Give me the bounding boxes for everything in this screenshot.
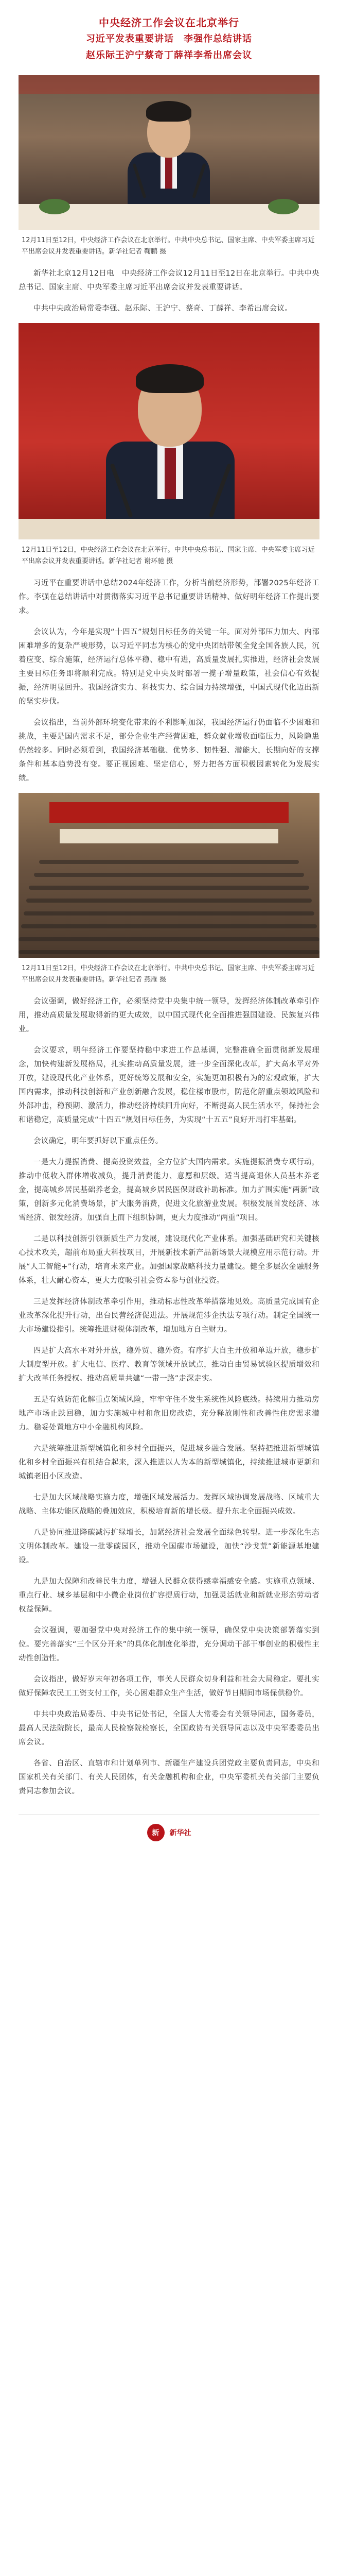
paragraph: 习近平在重要讲话中总结2024年经济工作，分析当前经济形势，部署2025年经济工作。李强在总结讲话中对贯彻落实习近平总书记重要讲话精神、做好明年经济工作提出要求。 (19, 579, 319, 615)
paragraph: 各省、自治区、直辖市和计划单列市、新疆生产建设兵团党政主要负责同志，中央和国家机关有关部门、有关人民团体，有关金融机构和企业，中央军委机关有关部门主要负责同志参加会议。 (19, 1759, 319, 1795)
headline-block (19, 14, 319, 64)
headline-sub-1: 习近平发表重要讲话 李强作总结讲话 (86, 33, 252, 44)
photo-caption-2: 12月11日至12日，中央经济工作会议在北京举行。中共中央总书记、国家主席、中央军委主席习近平出席会议并发表重要讲话。新华社记者 谢环驰 摄 (22, 546, 315, 565)
photo-speaker-portrait (19, 323, 319, 539)
paragraph: 会议强调，做好经济工作，必须坚持党中央集中统一领导，发挥经济体制改革牵引作用，推动高质量发展取得新的更大成效，以中国式现代化全面推进强国建设、民族复兴伟业。 (19, 997, 319, 1033)
paragraph: 五是有效防范化解重点领域风险，牢牢守住不发生系统性风险底线。持续用力推动房地产市场止跌回稳，加力实施城中村和危旧房改造，充分释放刚性和改善性住房需求潜力。稳妥处置地方中小金融机构风险。 (19, 1396, 319, 1432)
paragraph: 会议指出，做好岁末年初各项工作，事关人民群众切身利益和社会大局稳定。要扎实做好保障农民工工资支付工作，关心困难群众生产生活，做好节日期间市场保供稳价。 (19, 1675, 319, 1698)
paragraph: 会议强调，要加强党中央对经济工作的集中统一领导，确保党中央决策部署落实到位。要完善落实“三个区分开来”的具体化制度化举措，充分调动干部干事创业的积极性主动性创造性。 (19, 1626, 319, 1663)
headline-main: 中央经济工作会议在北京举行 (99, 16, 239, 29)
paragraph: 中共中央政治局常委李强、赵乐际、王沪宁、蔡奇、丁薛祥、李希出席会议。 (33, 304, 293, 313)
logo-mark-icon: 新 (147, 1824, 165, 1841)
photo-speaker-podium (19, 75, 319, 230)
paragraph: 二是以科技创新引领新质生产力发展，建设现代化产业体系。加强基础研究和关键核心技术攻关，超前布局重大科技项目，开展新技术新产品新场景大规模应用示范行动。开展“人工智能+”行动，培育未来产业。加强国家战略科技力量建设。健全多层次金融服务体系，壮大耐心资本，更大力度吸引社会资本参与创业投资。 (19, 1235, 319, 1285)
headline-sub-2: 赵乐际王沪宁蔡奇丁薛祥李希出席会议 (86, 50, 252, 61)
paragraph: 九是加大保障和改善民生力度，增强人民群众获得感幸福感安全感。实施重点领域、重点行业、城乡基层和中小微企业岗位扩容提质行动，加强灵活就业和新就业形态劳动者权益保障。 (19, 1578, 319, 1614)
footer-logo (19, 1814, 319, 1841)
paragraph: 会议指出，当前外部环境变化带来的不利影响加深，我国经济运行仍面临不少困难和挑战，主要是国内需求不足，部分企业生产经营困难，群众就业增收面临压力，风险隐患仍然较多。同时必须看到，我国经济基础稳、优势多、韧性强、潜能大，长期向好的支撑条件和基本趋势没有变。要正视困难、坚定信心，努力把各方面积极因素转化为发展实绩。 (19, 719, 319, 783)
photo-caption-3: 12月11日至12日，中央经济工作会议在北京举行。中共中央总书记、国家主席、中央军委主席习近平出席会议并发表重要讲话。新华社记者 燕雁 摄 (22, 964, 315, 984)
paragraph: 四是扩大高水平对外开放，稳外贸、稳外资。有序扩大自主开放和单边开放，稳步扩大制度型开放。扩大电信、医疗、教育等领域开放试点，推动自由贸易试验区提质增效和扩大改革任务授权。推动高质量共建“一带一路”走深走实。 (19, 1347, 319, 1383)
paragraph: 会议确定，明年要抓好以下重点任务。 (33, 1137, 163, 1145)
paragraph: 六是统筹推进新型城镇化和乡村全面振兴，促进城乡融合发展。坚持把推进新型城镇化和乡村全面振兴有机结合起来，深入推进以人为本的新型城镇化，持续推进城市更新和城镇老旧小区改造。 (19, 1445, 319, 1481)
photo-conference-hall (19, 793, 319, 958)
paragraph: 新华社北京12月12日电 中央经济工作会议12月11日至12日在北京举行。中共中央总书记、国家主席、中央军委主席习近平出席会议并发表重要讲话。 (19, 269, 319, 292)
paragraph: 八是协同推进降碳减污扩绿增长，加紧经济社会发展全面绿色转型。进一步深化生态文明体制改革。建设一批零碳园区，推动全国碳市场建设，加快“沙戈荒”新能源基地建设。 (19, 1529, 319, 1565)
paragraph: 一是大力提振消费、提高投资效益，全方位扩大国内需求。实施提振消费专项行动，推动中低收入群体增收减负，提升消费能力、意愿和层级。适当提高退休人员基本养老金，提高城乡居民基础养老金，提高城乡居民医保财政补助标准。加力扩围实施“两新”政策，创新多元化消费场景，扩大服务消费，促进文化旅游业发展。积极发展首发经济、冰雪经济、银发经济。加强自上而下组织协调，更大力度推动“两重”项目。 (19, 1158, 319, 1222)
paragraph: 中共中央政治局委员、中央书记处书记，全国人大常委会有关领导同志，国务委员，最高人民法院院长，最高人民检察院检察长，全国政协有关领导同志以及中央军委委员出席会议。 (19, 1710, 319, 1747)
paragraph: 七是加大区域战略实施力度，增强区域发展活力。发挥区域协调发展战略、区域重大战略、主体功能区战略的叠加效应，积极培育新的增长极。提升东北全面振兴成效。 (19, 1494, 319, 1516)
paragraph: 会议要求，明年经济工作要坚持稳中求进工作总基调，完整准确全面贯彻新发展理念，加快构建新发展格局，扎实推动高质量发展，进一步全面深化改革，扩大高水平对外开放，建设现代化产业体系，更好统筹发展和安全，实施更加积极有为的宏观政策，扩大国内需求，推动科技创新和产业创新融合发展，稳住楼市股市，防范化解重点领域风险和外部冲击，稳预期、激活力，推动经济持续回升向好，不断提高人民生活水平，保持社会和谐稳定，高质量完成“十四五”规划目标任务，为实现“十五五”良好开局打牢基础。 (19, 1046, 319, 1124)
footer-source: 新华社 (169, 1829, 191, 1837)
photo-caption-1: 12月11日至12日，中央经济工作会议在北京举行。中共中央总书记、国家主席、中央军委主席习近平出席会议并发表重要讲话。新华社记者 鞠鹏 摄 (22, 236, 315, 256)
paragraph: 会议认为，今年是实现“十四五”规划目标任务的关键一年。面对外部压力加大、内部困难增多的复杂严峻形势，以习近平同志为核心的党中央团结带领全党全国各族人民，沉着应变、综合施策，经济运行总体平稳、稳中有进，高质量发展扎实推进，经济社会发展主要目标任务即将顺利完成。特别是党中央及时部署一揽子增量政策，社会信心有效提振，经济明显回升。我国经济实力、科技实力、综合国力持续增强，中国式现代化迈出新的坚实步伐。 (19, 628, 319, 706)
paragraph: 三是发挥经济体制改革牵引作用，推动标志性改革举措落地见效。高质量完成国有企业改革深化提升行动，出台民营经济促进法。开展规范涉企执法专项行动。制定全国统一大市场建设指引。统筹推进财税体制改革，增加地方自主财力。 (19, 1298, 319, 1334)
